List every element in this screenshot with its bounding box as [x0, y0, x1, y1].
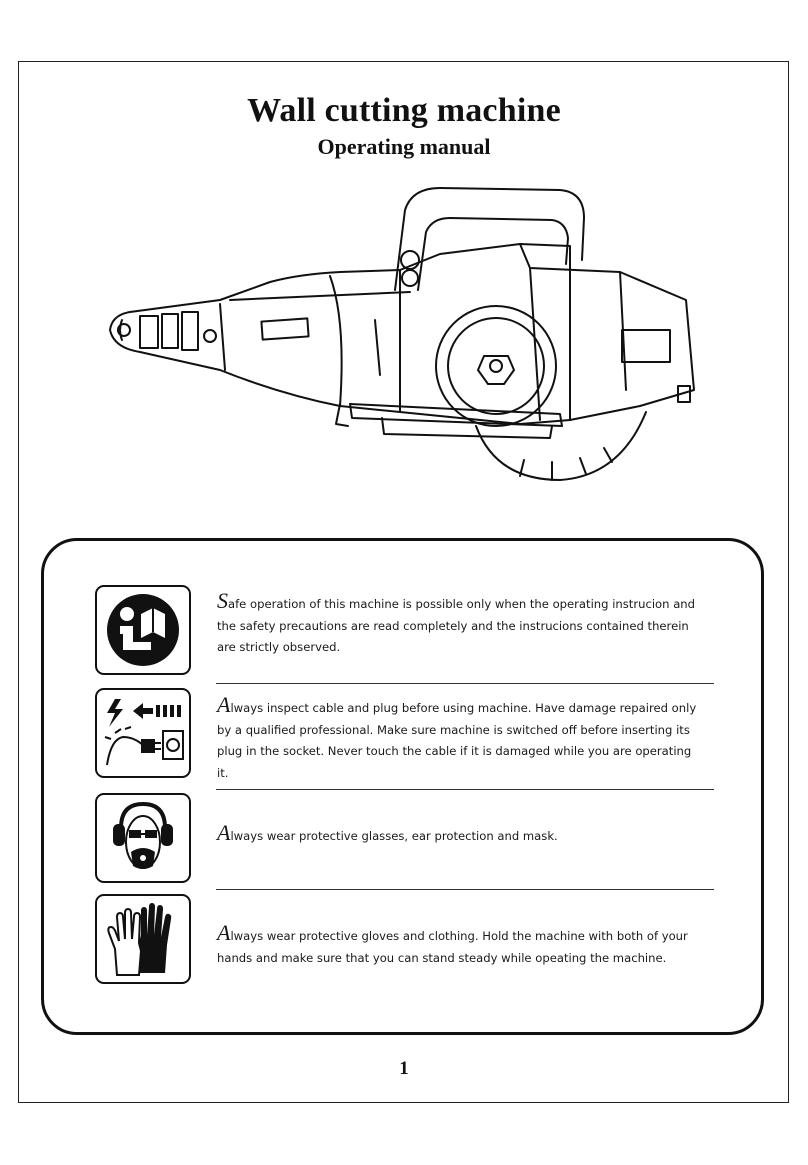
- divider-line: [216, 889, 714, 890]
- protective-gloves-icon: [95, 894, 191, 984]
- read-manual-icon: [95, 585, 191, 675]
- drop-cap: A: [217, 692, 231, 717]
- protective-equipment-icon: [95, 793, 191, 883]
- safety-text-protective-equipment: Always wear protective glasses, ear protection and mask.: [217, 820, 558, 845]
- page-number: 1: [399, 1058, 409, 1079]
- electrical-hazard-icon: [95, 688, 191, 778]
- document-subtitle: Operating manual: [317, 134, 491, 159]
- divider-line: [216, 789, 714, 790]
- safety-text-cable-plug: Always inspect cable and plug before using machine. Have damage repaired only by a qualified professional. Make sure machine is switched off before inserting its plug in the socket. Never touch the cable if it is damaged while you are operating it.: [217, 692, 697, 780]
- divider-line: [216, 683, 714, 684]
- document-title: Wall cutting machine: [247, 92, 561, 129]
- drop-cap: S: [217, 588, 228, 613]
- safety-text-gloves: Always wear protective gloves and clothing. Hold the machine with both of your hands and make sure that you can stand steady while opeating the machine.: [217, 920, 688, 965]
- safety-text-read-manual: Safe operation of this machine is possible only when the operating instrucion and the safety precautions are read completely and the instrucions contained therein are strictly observed.: [217, 588, 695, 654]
- wall-cutter-illustration: [100, 180, 700, 500]
- drop-cap: A: [217, 920, 231, 945]
- drop-cap: A: [217, 820, 231, 845]
